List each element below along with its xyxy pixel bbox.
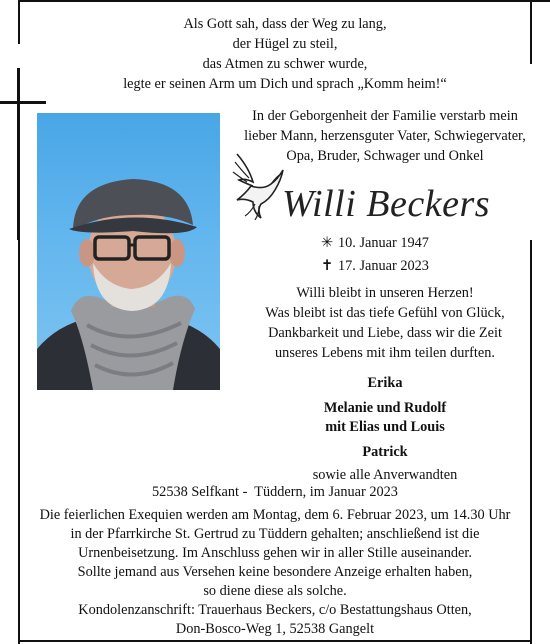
- notice-line: in der Pfarrkirche St. Gertrud zu Tüddern gehalten; anschließend ist die: [70, 526, 480, 542]
- notice-line: Don-Bosco-Weg 1, 52538 Gangelt: [175, 621, 375, 637]
- birth-date: 10. Januar 1947: [338, 235, 429, 251]
- notice-line: Kondolenzanschrift: Trauerhaus Beckers, c/o Bestattungshaus Otten,: [78, 602, 472, 618]
- dove-icon: [231, 150, 287, 220]
- portrait-photo: [37, 113, 220, 390]
- place-date: 52538 Selfkant - Tüddern, im Januar 2023: [152, 484, 398, 500]
- life-dates: [320, 232, 429, 278]
- notice-line: so diene diese als solche.: [203, 583, 347, 599]
- birth-date-row: [320, 232, 429, 255]
- death-cross-icon: ✝: [321, 258, 333, 274]
- notice-line: Sollte jemand aus Versehen keine besondere Anzeige erhalten haben,: [77, 564, 473, 580]
- quote-line: unseres Lebens mit ihm teilen durften.: [275, 345, 495, 361]
- quote-line: Dankbarkeit und Liebe, dass wir die Zeit: [268, 325, 502, 341]
- poem-line: Als Gott sah, dass der Weg zu lang,: [183, 16, 387, 32]
- death-date: 17. Januar 2023: [338, 258, 429, 274]
- family-grandchildren: mit Elias und Louis: [325, 419, 445, 435]
- family-son: Patrick: [362, 444, 408, 460]
- deceased-name: Willi Beckers: [282, 183, 491, 225]
- poem-line: der Hügel zu steil,: [232, 36, 338, 52]
- death-date-row: [320, 255, 429, 278]
- intro-line: lieber Mann, herzensguter Vater, Schwiegervater,: [244, 128, 526, 144]
- notice-line: Die feierlichen Exequien werden am Montag, dem 6. Februar 2023, um 14.30 Uhr: [39, 507, 511, 523]
- poem-line: das Atmen zu schwer wurde,: [202, 56, 368, 72]
- frame-right-upper-line: [530, 0, 532, 64]
- frame-bottom-line: [18, 640, 532, 642]
- quote-line: Was bleibt ist das tiefe Gefühl von Glück,: [265, 305, 505, 321]
- poem: [40, 14, 530, 94]
- intro-line: In der Geborgenheit der Familie verstarb mein: [252, 108, 518, 124]
- quote-line: Willi bleibt in unseren Herzen!: [296, 285, 474, 301]
- notice-line: Urnenbeisetzung. Im Anschluss gehen wir in aller Stille auseinander.: [78, 545, 472, 561]
- frame-left-upper-line: [18, 0, 20, 44]
- cross-horizontal-bar: [0, 101, 46, 104]
- intro-line: Opa, Bruder, Schwager und Onkel: [286, 148, 484, 164]
- family-wife: Erika: [367, 375, 403, 391]
- funeral-notice: [20, 506, 530, 639]
- portrait-illustration: [37, 113, 220, 390]
- memorial-quote: [240, 283, 530, 363]
- frame-right-lower-line: [530, 240, 532, 644]
- birth-star-icon: ✳: [321, 235, 333, 251]
- family-children: Melanie und Rudolf: [323, 400, 447, 416]
- poem-line: legte er seinen Arm um Dich und sprach „Komm heim!“: [123, 76, 447, 92]
- cross-vertical-bar: [17, 68, 20, 240]
- frame-top-line: [20, 0, 550, 2]
- family-signatures: [240, 374, 530, 485]
- family-others: sowie alle Anverwandten: [312, 467, 458, 483]
